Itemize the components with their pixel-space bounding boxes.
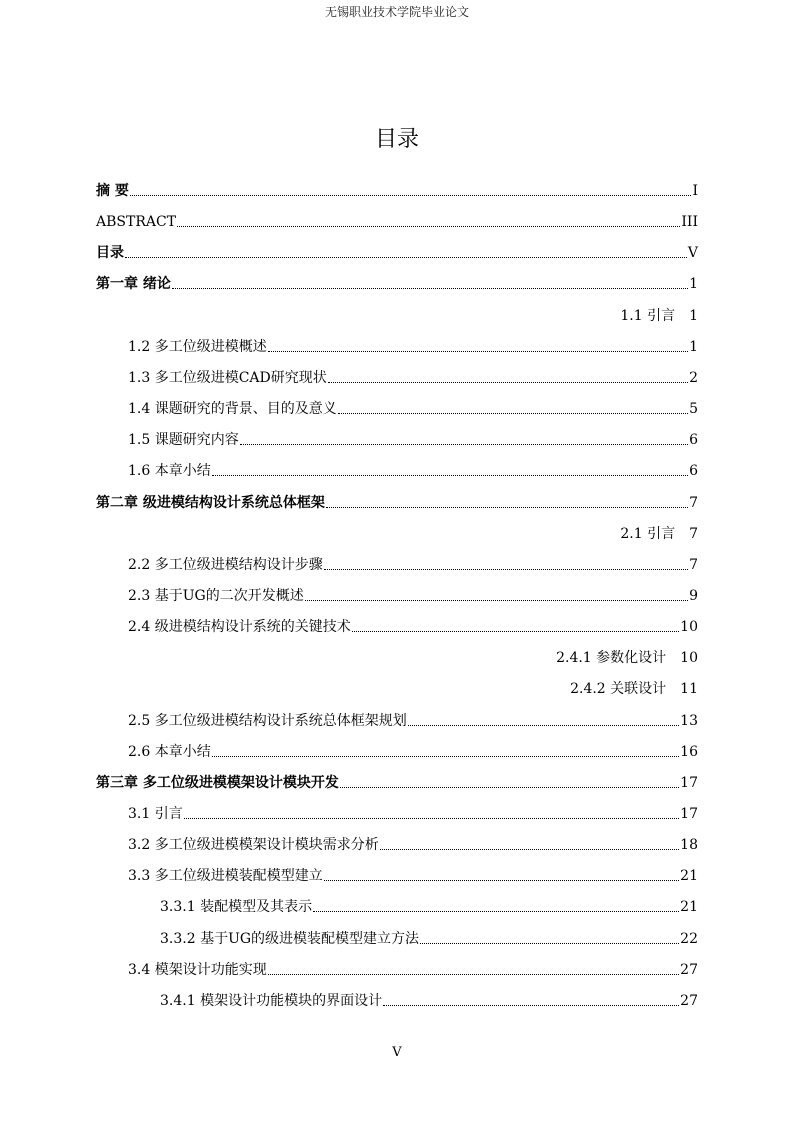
toc-entry-label: 2.4 级进模结构设计系统的关键技术 xyxy=(128,619,351,636)
toc-entry-label: 3.4 模架设计功能实现 xyxy=(128,961,267,978)
toc-entry-label: 2.1 引言 xyxy=(620,525,676,542)
toc-entry-page: 10 xyxy=(680,650,698,667)
toc-entry[interactable] xyxy=(128,550,698,574)
toc-entry-label: 2.3 基于UG的二次开发概述 xyxy=(128,587,304,604)
toc-entry-label: 1.1 引言 xyxy=(620,307,676,324)
toc-leader-dots xyxy=(338,412,688,414)
toc-entry-label: 1.4 课题研究的背景、目的及意义 xyxy=(128,401,337,418)
toc-entry-page: 21 xyxy=(680,899,698,916)
toc-entry-label: ABSTRACT xyxy=(96,214,177,231)
toc-entry[interactable] xyxy=(128,612,698,636)
toc-entry-label: 2.6 本章小结 xyxy=(128,743,211,760)
toc-entry-label: 目录 xyxy=(96,245,124,262)
toc-entry[interactable] xyxy=(128,737,698,761)
toc-leader-dots xyxy=(240,443,688,445)
toc-entry-label: 第二章 级进模结构设计系统总体框架 xyxy=(96,494,325,511)
toc-entry-label: 3.3 多工位级进模装配模型建立 xyxy=(128,868,323,885)
toc-entry-page: 2 xyxy=(689,369,698,386)
toc-leader-dots xyxy=(172,287,688,289)
toc-entry-page: 18 xyxy=(680,837,698,854)
toc-entry-page: I xyxy=(692,183,698,199)
toc-leader-dots xyxy=(313,910,679,912)
toc-entry-page: 5 xyxy=(689,401,698,418)
toc-entry[interactable] xyxy=(128,332,698,356)
toc-entry[interactable] xyxy=(96,176,698,200)
toc-entry-label: 3.4.1 模架设计功能模块的界面设计 xyxy=(160,992,383,1009)
toc-entry-page: 17 xyxy=(680,774,698,791)
toc-leader-dots xyxy=(383,1004,679,1006)
toc-leader-dots xyxy=(212,755,679,757)
toc-entry-page: 21 xyxy=(680,868,698,885)
toc-entry[interactable] xyxy=(128,955,698,979)
page-number: V xyxy=(392,1045,402,1060)
toc-leader-dots xyxy=(324,879,679,881)
toc-leader-dots xyxy=(340,786,679,788)
toc-entry-label: 1.3 多工位级进模CAD研究现状 xyxy=(128,369,327,386)
toc-entry-page: 6 xyxy=(689,432,698,449)
toc-leader-dots xyxy=(324,568,688,570)
toc-entry-label: 2.5 多工位级进模结构设计系统总体框架规划 xyxy=(128,712,407,729)
toc-entry-page: 27 xyxy=(680,992,698,1009)
toc-entry[interactable] xyxy=(96,301,698,325)
toc-entry[interactable] xyxy=(96,643,698,667)
toc-entry[interactable] xyxy=(96,768,698,792)
toc-entry-page: V xyxy=(687,245,698,262)
toc-entry[interactable] xyxy=(96,488,698,512)
toc-leader-dots xyxy=(268,973,679,975)
toc-entry[interactable] xyxy=(128,456,698,480)
toc-entry-label: 3.1 引言 xyxy=(128,806,183,822)
toc-entry-page: 7 xyxy=(689,494,698,511)
toc-leader-dots xyxy=(184,817,679,819)
toc-entry-page: 6 xyxy=(689,463,698,480)
toc-entry-label: 3.3.1 装配模型及其表示 xyxy=(160,899,313,916)
toc-entry[interactable] xyxy=(160,986,698,1010)
toc-leader-dots xyxy=(352,630,679,632)
toc-entry-page: 1 xyxy=(689,338,698,355)
toc-entry[interactable] xyxy=(128,581,698,605)
toc-entry-label: 摘 要 xyxy=(96,183,129,199)
toc-entry-label: 3.2 多工位级进模模架设计模块需求分析 xyxy=(128,837,379,854)
toc-entry[interactable] xyxy=(96,207,698,231)
toc-entry[interactable] xyxy=(128,394,698,418)
toc-entry-label: 2.4.2 关联设计 xyxy=(570,681,667,698)
toc-leader-dots xyxy=(420,942,679,944)
toc-entry-page: III xyxy=(681,214,698,231)
toc-leader-dots xyxy=(177,225,680,227)
toc-leader-dots xyxy=(268,350,688,352)
toc-entry[interactable] xyxy=(96,674,698,698)
toc-entry-page: 17 xyxy=(680,806,698,822)
toc-entry-label: 2.4.1 参数化设计 xyxy=(556,650,667,667)
toc-entry-label: 1.6 本章小结 xyxy=(128,463,211,480)
toc-entry-page: 7 xyxy=(689,556,698,573)
toc-entry[interactable] xyxy=(128,425,698,449)
toc-leader-dots xyxy=(328,381,688,383)
toc-entry[interactable] xyxy=(128,861,698,885)
toc-entry[interactable] xyxy=(96,269,698,293)
toc-entry[interactable] xyxy=(128,799,698,823)
toc-entry-page: 13 xyxy=(680,712,698,729)
toc-entry-label: 3.3.2 基于UG的级进模装配模型建立方法 xyxy=(160,930,420,947)
toc-entry[interactable] xyxy=(96,519,698,543)
toc-leader-dots xyxy=(326,506,688,508)
toc-entry[interactable] xyxy=(160,924,698,948)
toc-entry[interactable] xyxy=(128,830,698,854)
toc-entry[interactable] xyxy=(96,238,698,262)
page-title: 目录 xyxy=(374,127,419,152)
toc-entry-page: 10 xyxy=(680,619,698,636)
toc-leader-dots xyxy=(130,194,692,196)
toc-leader-dots xyxy=(408,724,679,726)
toc-entry-page: 1 xyxy=(689,307,698,324)
toc-entry[interactable] xyxy=(128,363,698,387)
toc-leader-dots xyxy=(125,256,687,258)
toc-leader-dots xyxy=(212,474,688,476)
toc-entry-label: 1.5 课题研究内容 xyxy=(128,432,239,449)
toc-entry-page: 11 xyxy=(680,681,698,698)
toc-entry-label: 第三章 多工位级进模模架设计模块开发 xyxy=(96,774,339,791)
toc-entry-page: 16 xyxy=(680,743,698,760)
toc-entry-page: 7 xyxy=(689,525,698,542)
toc-leader-dots xyxy=(380,848,679,850)
toc-entry-page: 27 xyxy=(680,961,698,978)
toc-entry-label: 第一章 绪论 xyxy=(96,276,171,293)
toc-entry[interactable] xyxy=(160,892,698,916)
toc-entry-label: 1.2 多工位级进模概述 xyxy=(128,338,267,355)
toc-entry-page: 9 xyxy=(689,587,698,604)
toc-entry-label: 2.2 多工位级进模结构设计步骤 xyxy=(128,556,323,573)
toc-entry-page: 22 xyxy=(680,930,698,947)
toc-leader-dots xyxy=(305,599,688,601)
toc-entry[interactable] xyxy=(128,706,698,730)
toc-entry-page: 1 xyxy=(689,276,698,293)
page-header: 无锡职业技术学院毕业论文 xyxy=(324,5,469,19)
